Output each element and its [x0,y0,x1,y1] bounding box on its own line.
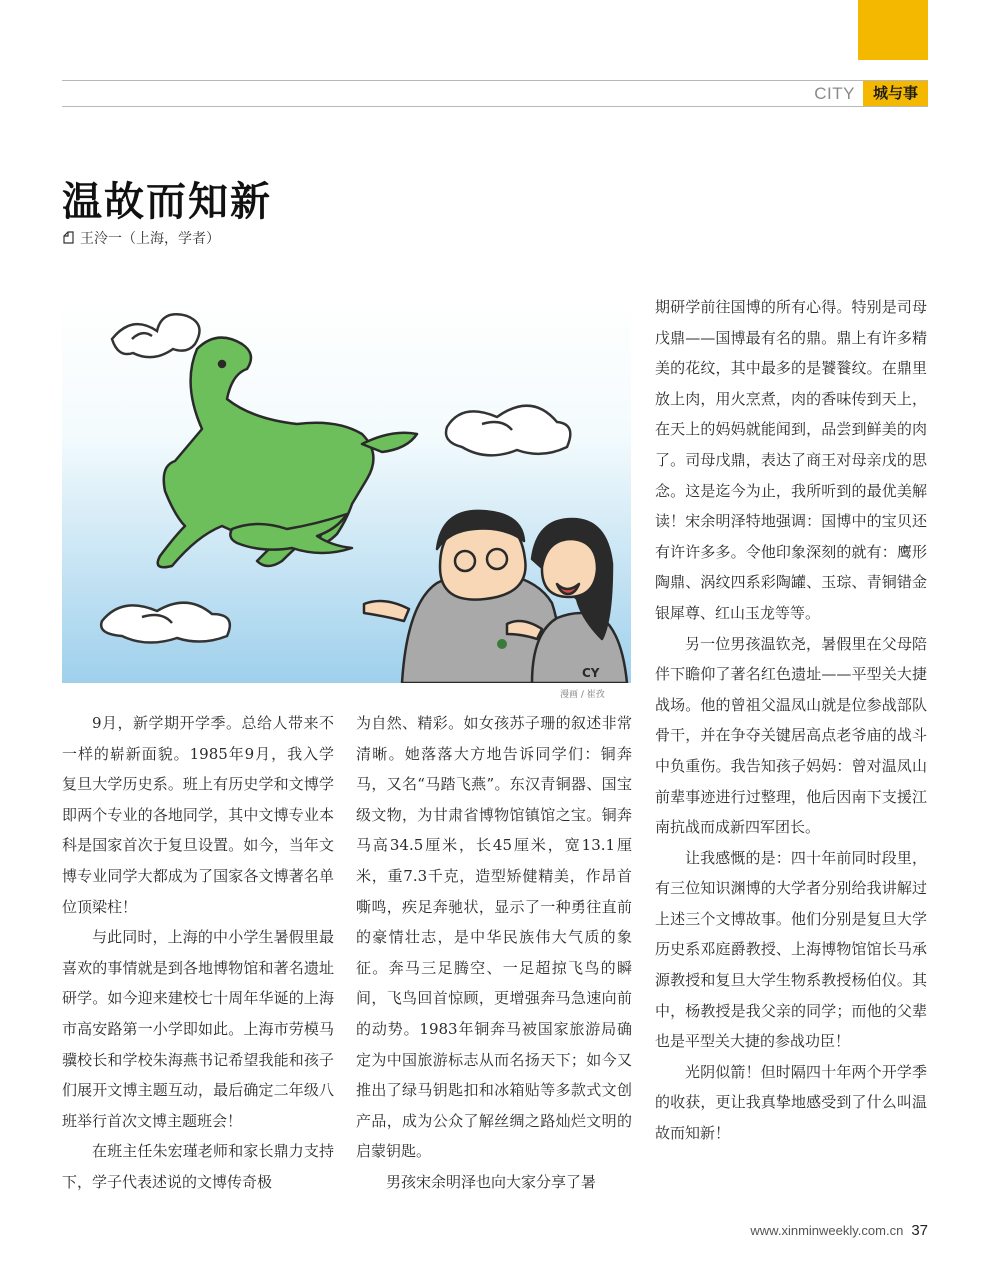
paragraph: 9月，新学期开学季。总给人带来不一样的崭新面貌。1985年9月，我入学复旦大学历史系。班上有历史学和文博学即两个专业的各地同学，其中文博专业本科是国家首次于复旦设置。如今，当年文博专业同学大都成为了国家各文博著名单位顶梁柱！ [62,714,334,916]
page-number: 37 [911,1222,928,1239]
byline-text: 王泠一（上海，学者） [80,231,220,247]
paragraph: 让我感慨的是：四十年前同时段里，有三位知识渊博的大学者分别给我讲解过上述三个文博故事。他们分别是复旦大学历史系邓庭爵教授、上海博物馆馆长马承源教授和复旦大学生物系教授杨伯仪。其中，杨教授是我父亲的同学；而他的父辈也是平型关大捷的参战功臣！ [655,848,927,1051]
article-column-2 [356,708,632,1198]
section-label-en: CITY [814,84,855,103]
corner-tab [858,0,928,60]
pen-icon [62,231,76,245]
paragraph: 期研学前往国博的所有心得。特别是司母戊鼎——国博最有名的鼎。鼎上有许多精美的花纹，其中最多的是饕餮纹。在鼎里放上肉，用火烹煮，肉的香味传到天上，在天上的妈妈就能闻到，品尝到鲜美的肉了。司母戊鼎，表达了商王对母亲戊的思念。这是迄今为止，我所听到的最优美解读！宋余明泽特地强调：国博中的宝贝还有许许多多。令他印象深刻的就有：鹰形陶鼎、涡纹四系彩陶罐、玉琮、青铜错金银犀尊、红山玉龙等等。 [655,298,927,622]
illustration-signature: CY [582,666,600,680]
paragraph: 与此同时，上海的中小学生暑假里最喜欢的事情就是到各地博物馆和著名遗址研学。如今迎来建校七十周年华诞的上海市高安路第一小学即如此。上海市劳模马骥校长和学校朱海燕书记希望我能和孩子们展开文博主题互动，最后确定二年级八班举行首次文博主题班会！ [62,928,334,1130]
article-illustration [62,299,631,683]
article-column-3 [655,292,927,1149]
paragraph: 为自然、精彩。如女孩苏子珊的叙述非常清晰。她落落大方地告诉同学们：铜奔马，又名“马踏飞燕”。东汉青铜器、国宝级文物，为甘肃省博物馆镇馆之宝。铜奔马高34.5厘米，长45厘米，宽13.1厘米，重7.3千克，造型矫健精美，作昂首嘶鸣，疾足奔驰状，显示了一种勇往直前的豪情壮志，是中华民族伟大气质的象征。奔马三足腾空、一足超掠飞鸟的瞬间，飞鸟回首惊顾，更增强奔马急速向前的动势。1983年铜奔马被国家旅游局确定为中国旅游标志从而名扬天下；如今又推出了绿马钥匙扣和冰箱贴等多款式文创产品，成为公众了解丝绸之路灿烂文明的启蒙钥匙。 [356,714,632,1161]
header-rule-top [62,80,928,81]
illustration-credit: 漫画 / 崔孜 [560,690,605,700]
section-header [806,81,928,106]
section-label-cn: 城与事 [863,81,928,106]
paragraph: 另一位男孩温钦尧，暑假里在父母陪伴下瞻仰了著名红色遗址——平型关大捷战场。他的曾祖父温凤山就是位参战部队骨干，并在争夺关键居高点老爷庙的战斗中负重伤。我告知孩子妈妈：曾对温凤山前辈事迹进行过整理，他后因南下支援江南抗战而成新四军团长。 [655,634,927,837]
paragraph: 男孩宋余明泽也向大家分享了暑 [386,1172,597,1191]
header-rule-bottom [62,106,928,107]
page-footer [750,1222,928,1239]
article-title: 温故而知新 [62,178,272,225]
website-url: www.xinminweekly.com.cn [750,1223,904,1238]
article-column-1 [62,708,334,1198]
paragraph: 在班主任朱宏瑾老师和家长鼎力支持下，学子代表述说的文博传奇极 [62,1142,334,1191]
paragraph: 光阴似箭！但时隔四十年两个开学季的收获，更让我真挚地感受到了什么叫温故而知新！ [655,1062,927,1143]
byline [62,228,220,248]
